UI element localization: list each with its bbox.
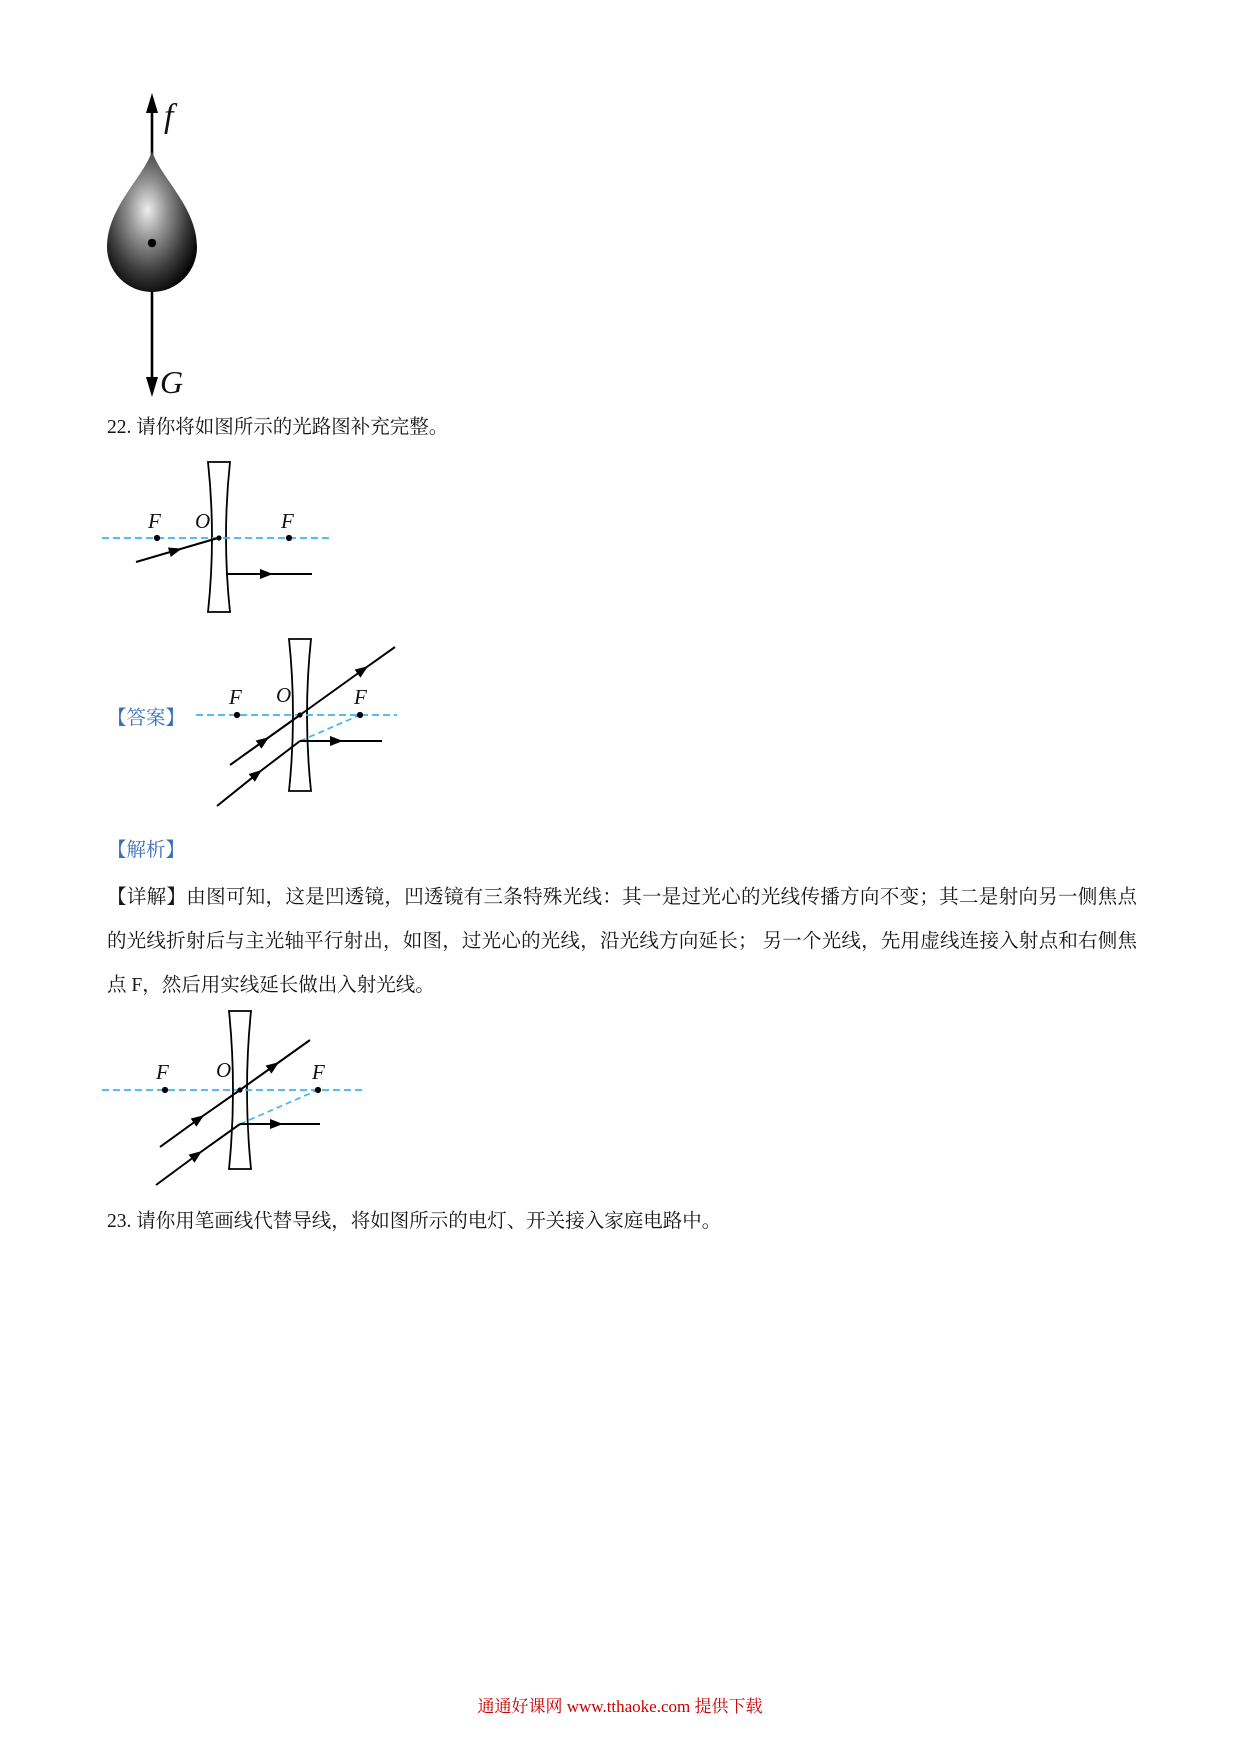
q22-detail-diagram [98,1002,378,1188]
right-focus-dot [315,1087,321,1093]
up-force-label: f [164,98,174,135]
left-focus-label: F [148,509,161,533]
incident-ray-aimed-at-focus [217,741,300,806]
undeviated-exit-ray [240,1040,310,1090]
footer-site-credit: 通通好课网 www.tthaoke.com 提供下载 [477,1697,763,1716]
left-focus-dot [154,535,160,541]
optical-center-dot [237,1087,242,1092]
left-focus-dot [234,712,240,718]
q22-answer-diagram [192,628,442,820]
right-focus-label: F [354,685,367,709]
incident-ray-through-center [230,715,300,765]
optical-center-dot [297,712,302,717]
up-arrowhead-icon [146,93,158,113]
droplet-center-dot [148,239,156,247]
left-focus-label: F [156,1060,169,1084]
down-arrowhead-icon [146,377,158,397]
right-focus-dot [286,535,292,541]
question-22-text: 22. 请你将如图所示的光路图补充完整。 [107,417,449,438]
right-focus-dot [357,712,363,718]
question-23-text: 23. 请你用笔画线代替导线，将如图所示的电灯、开关接入家庭电路中。 [107,1211,722,1232]
detail-explanation-paragraph: 【详解】由图可知，这是凹透镜，凹透镜有三条特殊光线：其一是过光心的光线传播方向不变；其二是射向另一侧焦点的光线折射后与主光轴平行射出，如图，过光心的光线，沿光线方向延长； 另一个光线，先用虚线连接入射点和右侧焦点 F，然后用实线延长做出入射光线。 [107,887,1137,996]
q22-problem-diagram [98,452,338,618]
undeviated-exit-ray [300,647,395,715]
droplet-force-diagram [90,85,230,405]
optical-center-label: O [195,509,211,533]
optical-center-label: O [216,1058,232,1082]
down-force-label: G [160,364,184,400]
left-focus-label: F [229,685,242,709]
analysis-label: 【解析】 [107,840,186,861]
optical-center-dot [216,535,221,540]
right-focus-label: F [312,1060,325,1084]
answer-label: 【答案】 [107,708,186,729]
water-droplet-shape [107,151,197,292]
left-focus-dot [162,1087,168,1093]
incident-ray-aimed-at-focus [156,1124,240,1185]
incident-ray-through-center [136,538,218,562]
incident-ray-through-center [160,1090,240,1147]
virtual-construction-line [300,715,360,741]
right-focus-label: F [281,509,294,533]
optical-center-label: O [276,683,292,707]
virtual-construction-line [240,1090,318,1124]
